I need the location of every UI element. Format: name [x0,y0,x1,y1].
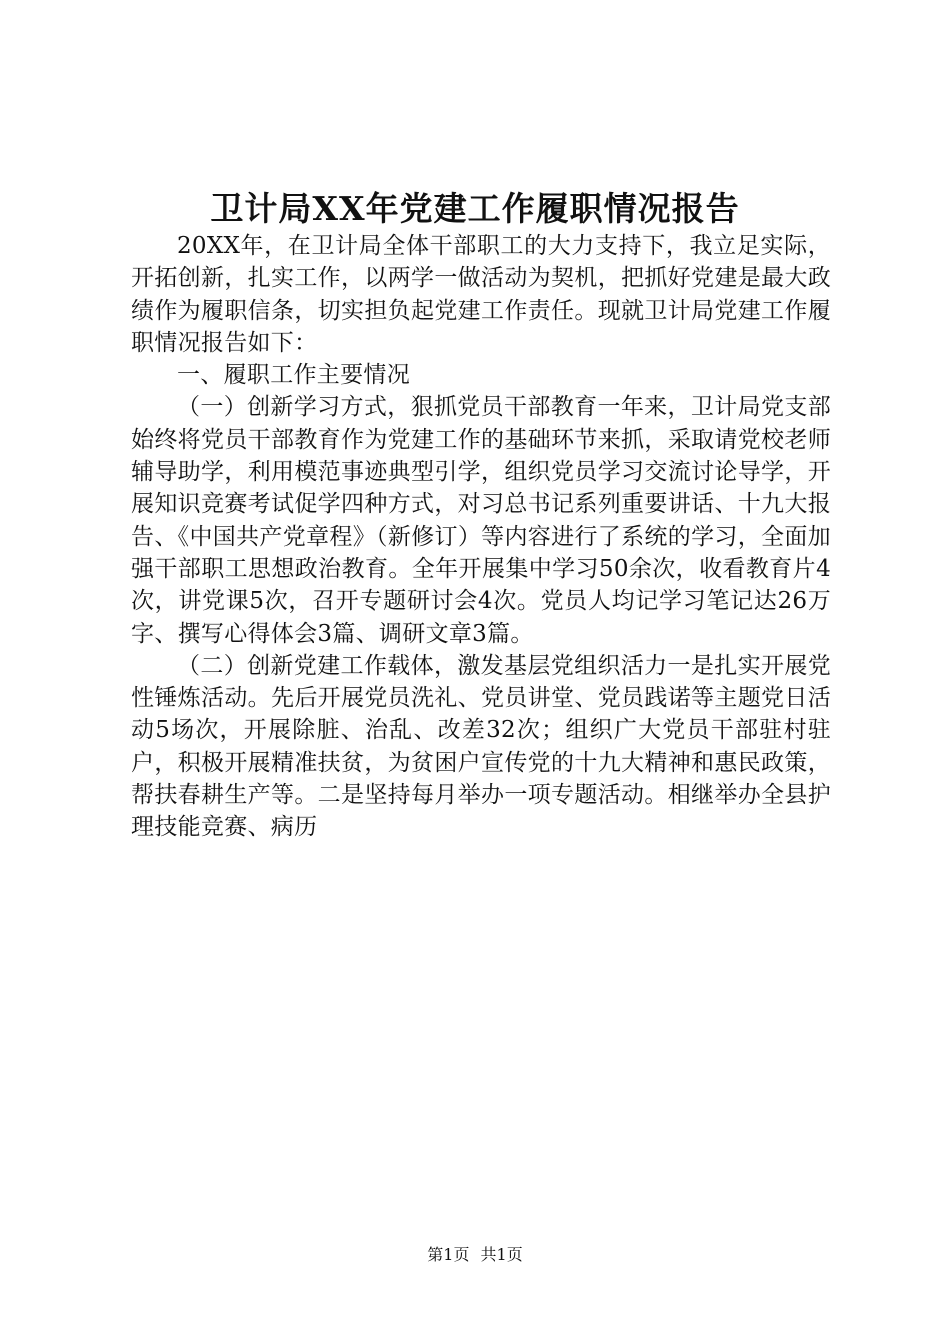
document-title: 卫计局XX年党建工作履职情况报告 [210,189,740,228]
document-body [131,230,831,844]
paragraph-carrier: （二）创新党建工作载体，激发基层党组织活力一是扎实开展党性锤炼活动。先后开展党员洗礼、党员讲堂、党员践诺等主题党日活动5场次，开展除脏、治乱、改差32次；组织广大党员干部驻村驻户，积极开展精准扶贫，为贫困户宣传党的十九大精神和惠民政策，帮扶春耕生产等。二是坚持每月举办一项专题活动。相继举办全县护理技能竞赛、病历 [131,652,831,841]
page-footer [0,1243,950,1267]
page-total: 共1页 [480,1245,523,1264]
section-heading: 一、履职工作主要情况 [177,362,410,389]
paragraph-intro: 20XX年，在卫计局全体干部职工的大力支持下，我立足实际，开拓创新，扎实工作，以两学一做活动为契机，把抓好党建是最大政绩作为履职信条，切实担负起党建工作责任。现就卫计局党建工作履职情况报告如下： [131,233,831,356]
page-number: 第1页 [427,1245,470,1264]
paragraph-study: （一）创新学习方式，狠抓党员干部教育一年来，卫计局党支部始终将党员干部教育作为党建工作的基础环节来抓，采取请党校老师辅导助学，利用模范事迹典型引学，组织党员学习交流讨论导学，开展知识竞赛考试促学四种方式，对习总书记系列重要讲话、十九大报告、《中国共产党章程》（新修订）等内容进行了系统的学习，全面加强干部职工思想政治教育。全年开展集中学习50余次，收看教育片4次，讲党课5次，召开专题研讨会4次。党员人均记学习笔记达26万字、撰写心得体会3篇、调研文章3篇。 [131,394,831,647]
